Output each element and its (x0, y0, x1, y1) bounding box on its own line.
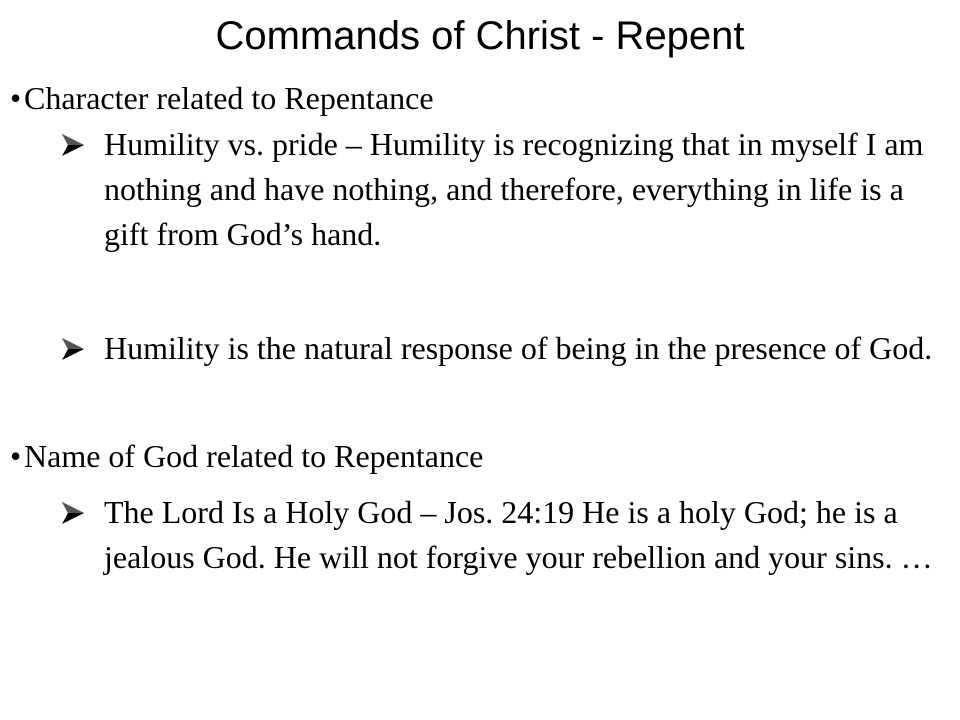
arrowhead-bullet-icon (62, 490, 92, 535)
sub-bullet-humility-response (62, 326, 947, 371)
sub-bullet-text: The Lord Is a Holy God – Jos. 24:19 He is a holy God; he is a jealous God. He will not forgive your rebellion and your sins. … (104, 494, 933, 575)
slide-title: Commands of Christ - Repent (215, 14, 745, 58)
bullet-dot: • (10, 80, 22, 116)
sub-bullet-text: Humility vs. pride – Humility is recognizing that in myself I am nothing and have nothing, and therefore, everything in life is a gift from God’s hand. (104, 126, 924, 252)
sub-bullet-text: Humility is the natural response of being in the presence of God. (104, 330, 933, 366)
sub-bullet-humility-vs-pride (62, 122, 947, 257)
section-heading-text: Character related to Repentance (24, 80, 434, 116)
section-heading-text: Name of God related to Repentance (24, 438, 484, 474)
arrowhead-bullet-icon (62, 122, 92, 167)
section-heading-name-of-god (10, 436, 483, 476)
sub-bullet-holy-god (62, 490, 947, 580)
arrowhead-bullet-icon (62, 326, 92, 371)
bullet-dot: • (10, 438, 22, 474)
section-heading-character (10, 78, 434, 118)
